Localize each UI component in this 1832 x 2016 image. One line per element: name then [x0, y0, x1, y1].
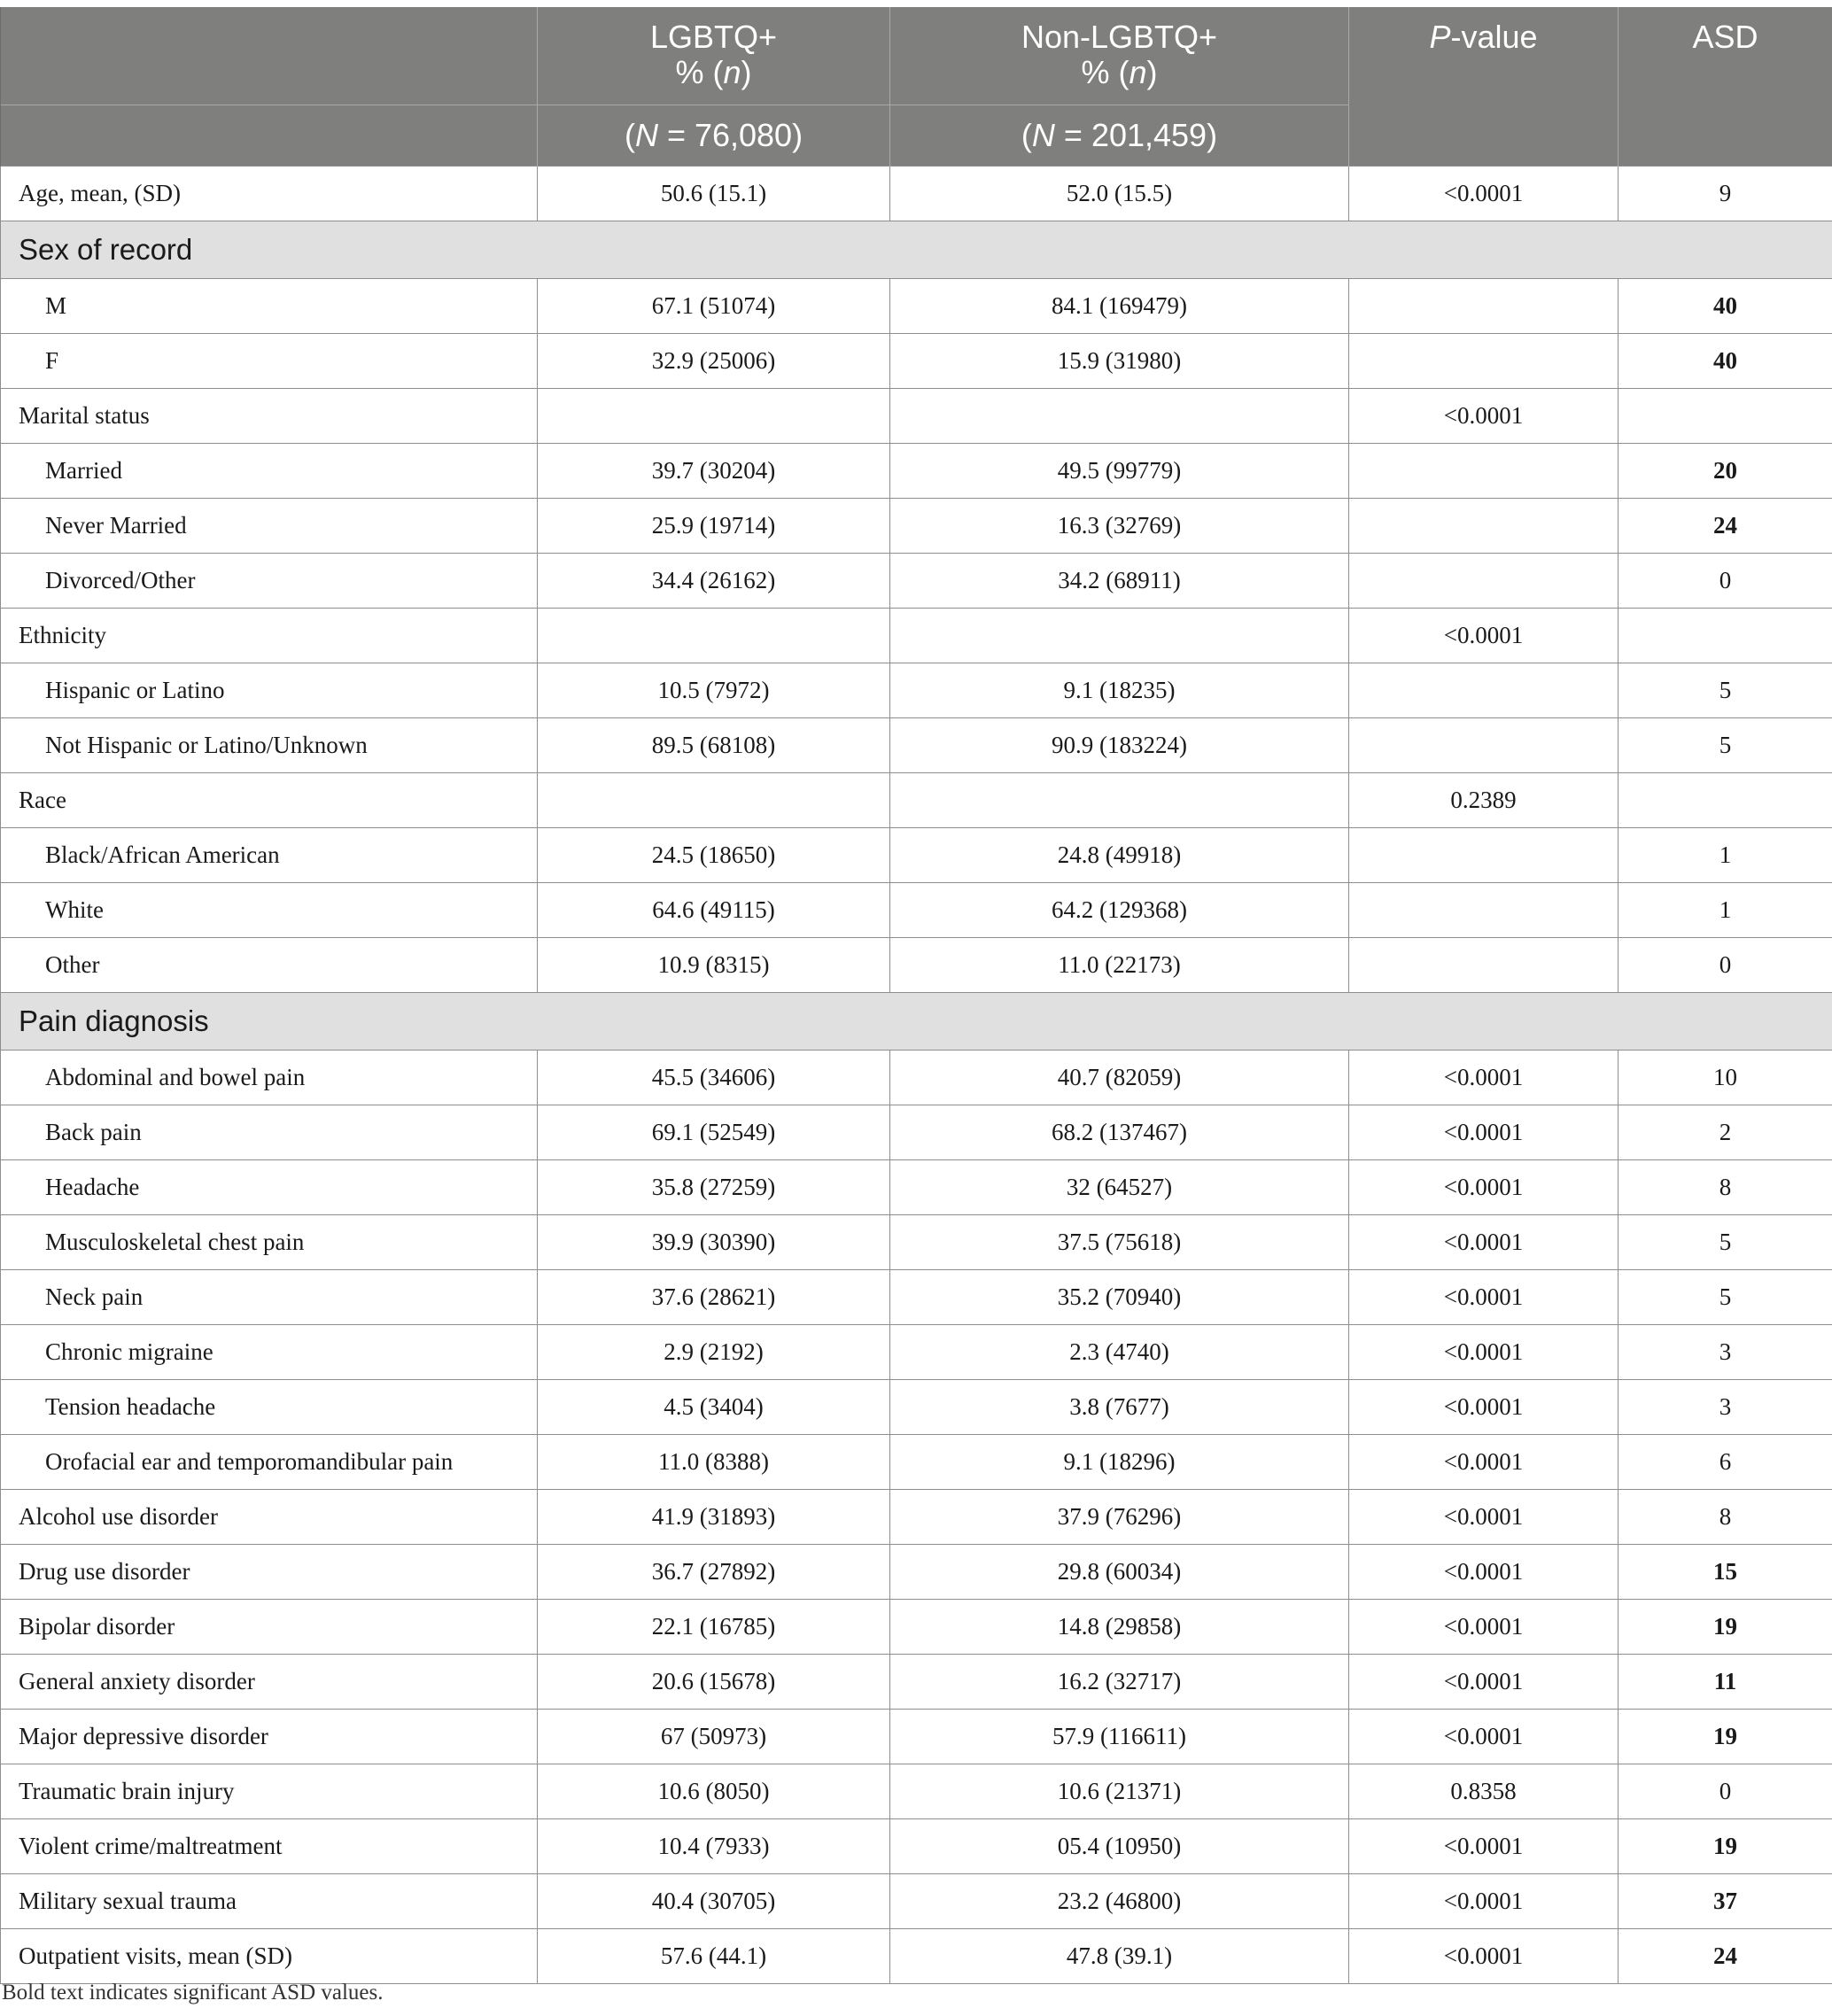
non-lgbtq-cell: 84.1 (169479) — [890, 278, 1349, 333]
non-lgbtq-cell: 11.0 (22173) — [890, 937, 1349, 992]
row-label: Abdominal and bowel pain — [1, 1050, 538, 1105]
table-row — [1, 1214, 1832, 1269]
non-lgbtq-cell: 37.5 (75618) — [890, 1214, 1349, 1269]
asd-cell: 0 — [1619, 1764, 1832, 1818]
table-container — [0, 7, 1832, 1984]
asd-cell: 11 — [1619, 1654, 1832, 1709]
row-label: Headache — [1, 1159, 538, 1214]
row-label: Divorced/Other — [1, 553, 538, 608]
p-value-cell: 0.2389 — [1349, 772, 1619, 827]
row-label: Tension headache — [1, 1379, 538, 1434]
asd-cell: 37 — [1619, 1873, 1832, 1928]
row-label: Traumatic brain injury — [1, 1764, 538, 1818]
row-label: Chronic migraine — [1, 1324, 538, 1379]
lgbtq-cell: 67 (50973) — [538, 1709, 890, 1764]
header-lgbtq-n: (N = 76,080) — [538, 105, 890, 166]
non-lgbtq-cell: 3.8 (7677) — [890, 1379, 1349, 1434]
p-value-cell — [1349, 443, 1619, 498]
lgbtq-cell: 25.9 (19714) — [538, 498, 890, 553]
row-label: Marital status — [1, 388, 538, 443]
p-value-cell — [1349, 553, 1619, 608]
asd-cell — [1619, 772, 1832, 827]
asd-cell: 24 — [1619, 1928, 1832, 1983]
table-row — [1, 608, 1832, 663]
asd-cell: 6 — [1619, 1434, 1832, 1489]
header-non-lgbtq-n: (N = 201,459) — [890, 105, 1349, 166]
lgbtq-cell: 10.5 (7972) — [538, 663, 890, 717]
header-p-value: P-value — [1349, 7, 1619, 166]
asd-cell: 1 — [1619, 827, 1832, 882]
table-header — [1, 7, 1832, 166]
row-label: General anxiety disorder — [1, 1654, 538, 1709]
non-lgbtq-cell: 23.2 (46800) — [890, 1873, 1349, 1928]
asd-cell: 8 — [1619, 1159, 1832, 1214]
p-value-cell: <0.0001 — [1349, 1269, 1619, 1324]
p-value-cell: <0.0001 — [1349, 1214, 1619, 1269]
asd-cell: 8 — [1619, 1489, 1832, 1544]
non-lgbtq-cell: 14.8 (29858) — [890, 1599, 1349, 1654]
asd-cell: 19 — [1619, 1599, 1832, 1654]
header-lgbtq-title: LGBTQ+ — [649, 19, 778, 55]
p-value-cell: <0.0001 — [1349, 388, 1619, 443]
lgbtq-cell: 37.6 (28621) — [538, 1269, 890, 1324]
asd-cell — [1619, 608, 1832, 663]
table-row — [1, 663, 1832, 717]
non-lgbtq-cell — [890, 608, 1349, 663]
table-row — [1, 1324, 1832, 1379]
lgbtq-cell: 39.9 (30390) — [538, 1214, 890, 1269]
table-row — [1, 1928, 1832, 1983]
non-lgbtq-cell: 05.4 (10950) — [890, 1818, 1349, 1873]
demographics-table — [0, 7, 1832, 1984]
non-lgbtq-cell: 29.8 (60034) — [890, 1544, 1349, 1599]
row-label: F — [1, 333, 538, 388]
p-value-cell: <0.0001 — [1349, 1928, 1619, 1983]
non-lgbtq-cell: 24.8 (49918) — [890, 827, 1349, 882]
lgbtq-cell: 64.6 (49115) — [538, 882, 890, 937]
non-lgbtq-cell: 9.1 (18296) — [890, 1434, 1349, 1489]
p-value-cell — [1349, 937, 1619, 992]
row-label: Ethnicity — [1, 608, 538, 663]
non-lgbtq-cell: 16.3 (32769) — [890, 498, 1349, 553]
p-value-cell: <0.0001 — [1349, 1489, 1619, 1544]
p-value-cell — [1349, 663, 1619, 717]
asd-cell: 0 — [1619, 553, 1832, 608]
table-row — [1, 498, 1832, 553]
non-lgbtq-cell: 9.1 (18235) — [890, 663, 1349, 717]
p-value-cell: 0.8358 — [1349, 1764, 1619, 1818]
lgbtq-cell: 39.7 (30204) — [538, 443, 890, 498]
section-row — [1, 992, 1832, 1050]
non-lgbtq-cell: 68.2 (137467) — [890, 1105, 1349, 1159]
asd-cell: 3 — [1619, 1379, 1832, 1434]
p-value-cell: <0.0001 — [1349, 1379, 1619, 1434]
non-lgbtq-cell: 49.5 (99779) — [890, 443, 1349, 498]
asd-cell: 40 — [1619, 278, 1832, 333]
non-lgbtq-cell: 32 (64527) — [890, 1159, 1349, 1214]
lgbtq-cell: 36.7 (27892) — [538, 1544, 890, 1599]
lgbtq-cell: 2.9 (2192) — [538, 1324, 890, 1379]
table-row — [1, 1544, 1832, 1599]
p-value-cell: <0.0001 — [1349, 608, 1619, 663]
lgbtq-cell: 40.4 (30705) — [538, 1873, 890, 1928]
lgbtq-cell: 11.0 (8388) — [538, 1434, 890, 1489]
row-label: Never Married — [1, 498, 538, 553]
non-lgbtq-cell: 35.2 (70940) — [890, 1269, 1349, 1324]
non-lgbtq-cell: 10.6 (21371) — [890, 1764, 1349, 1818]
p-value-cell — [1349, 827, 1619, 882]
table-row — [1, 388, 1832, 443]
section-heading: Sex of record — [1, 221, 1832, 278]
p-value-cell: <0.0001 — [1349, 1599, 1619, 1654]
non-lgbtq-cell — [890, 388, 1349, 443]
section-heading: Pain diagnosis — [1, 992, 1832, 1050]
table-row — [1, 1709, 1832, 1764]
row-label: Black/African American — [1, 827, 538, 882]
row-label: Orofacial ear and temporomandibular pain — [1, 1434, 538, 1489]
row-label: Major depressive disorder — [1, 1709, 538, 1764]
table-row — [1, 333, 1832, 388]
row-label: M — [1, 278, 538, 333]
asd-cell: 24 — [1619, 498, 1832, 553]
asd-cell: 5 — [1619, 663, 1832, 717]
table-row — [1, 1818, 1832, 1873]
non-lgbtq-cell: 64.2 (129368) — [890, 882, 1349, 937]
row-label: Alcohol use disorder — [1, 1489, 538, 1544]
table-row — [1, 1159, 1832, 1214]
row-label: Hispanic or Latino — [1, 663, 538, 717]
lgbtq-cell: 50.6 (15.1) — [538, 166, 890, 221]
table-footnote: Bold text indicates significant ASD values. — [2, 1981, 384, 2004]
table-row — [1, 166, 1832, 221]
header-lgbtq-unit: % (n) — [675, 54, 752, 90]
non-lgbtq-cell: 47.8 (39.1) — [890, 1928, 1349, 1983]
asd-cell: 10 — [1619, 1050, 1832, 1105]
table-row — [1, 1434, 1832, 1489]
lgbtq-cell: 32.9 (25006) — [538, 333, 890, 388]
non-lgbtq-cell: 40.7 (82059) — [890, 1050, 1349, 1105]
table-row — [1, 553, 1832, 608]
table-row — [1, 882, 1832, 937]
table-row — [1, 1599, 1832, 1654]
header-non-lgbtq-unit: % (n) — [1081, 54, 1158, 90]
asd-cell: 19 — [1619, 1818, 1832, 1873]
p-value-cell — [1349, 278, 1619, 333]
header-lgbtq — [538, 7, 890, 105]
row-label: Not Hispanic or Latino/Unknown — [1, 717, 538, 772]
asd-cell: 5 — [1619, 717, 1832, 772]
table-row — [1, 1654, 1832, 1709]
table-row — [1, 1489, 1832, 1544]
p-value-cell: <0.0001 — [1349, 1873, 1619, 1928]
non-lgbtq-cell: 34.2 (68911) — [890, 553, 1349, 608]
row-label: Military sexual trauma — [1, 1873, 538, 1928]
p-value-cell: <0.0001 — [1349, 166, 1619, 221]
non-lgbtq-cell: 2.3 (4740) — [890, 1324, 1349, 1379]
row-label: Race — [1, 772, 538, 827]
table-row — [1, 1050, 1832, 1105]
p-value-cell: <0.0001 — [1349, 1709, 1619, 1764]
lgbtq-cell: 22.1 (16785) — [538, 1599, 890, 1654]
non-lgbtq-cell: 37.9 (76296) — [890, 1489, 1349, 1544]
p-value-cell — [1349, 717, 1619, 772]
p-value-cell: <0.0001 — [1349, 1818, 1619, 1873]
non-lgbtq-cell: 57.9 (116611) — [890, 1709, 1349, 1764]
non-lgbtq-cell: 15.9 (31980) — [890, 333, 1349, 388]
lgbtq-cell: 10.6 (8050) — [538, 1764, 890, 1818]
table-row — [1, 1764, 1832, 1818]
header-asd: ASD — [1619, 7, 1832, 166]
p-value-cell: <0.0001 — [1349, 1105, 1619, 1159]
asd-cell: 0 — [1619, 937, 1832, 992]
p-value-cell: <0.0001 — [1349, 1050, 1619, 1105]
row-label: White — [1, 882, 538, 937]
lgbtq-cell: 89.5 (68108) — [538, 717, 890, 772]
row-label: Married — [1, 443, 538, 498]
non-lgbtq-cell: 16.2 (32717) — [890, 1654, 1349, 1709]
p-value-cell: <0.0001 — [1349, 1654, 1619, 1709]
row-label: Violent crime/maltreatment — [1, 1818, 538, 1873]
lgbtq-cell: 57.6 (44.1) — [538, 1928, 890, 1983]
lgbtq-cell: 67.1 (51074) — [538, 278, 890, 333]
asd-cell: 5 — [1619, 1269, 1832, 1324]
row-label: Age, mean, (SD) — [1, 166, 538, 221]
p-value-cell: <0.0001 — [1349, 1324, 1619, 1379]
asd-cell: 40 — [1619, 333, 1832, 388]
header-label-column — [1, 7, 538, 105]
table-row — [1, 443, 1832, 498]
lgbtq-cell — [538, 388, 890, 443]
non-lgbtq-cell: 52.0 (15.5) — [890, 166, 1349, 221]
table-row — [1, 937, 1832, 992]
p-value-cell: <0.0001 — [1349, 1544, 1619, 1599]
p-value-cell — [1349, 882, 1619, 937]
table-row — [1, 1379, 1832, 1434]
asd-cell: 19 — [1619, 1709, 1832, 1764]
row-label: Neck pain — [1, 1269, 538, 1324]
header-non-lgbtq — [890, 7, 1349, 105]
lgbtq-cell — [538, 608, 890, 663]
table-row — [1, 1105, 1832, 1159]
lgbtq-cell: 24.5 (18650) — [538, 827, 890, 882]
lgbtq-cell — [538, 772, 890, 827]
lgbtq-cell: 45.5 (34606) — [538, 1050, 890, 1105]
section-row — [1, 221, 1832, 278]
table-row — [1, 278, 1832, 333]
p-value-cell: <0.0001 — [1349, 1434, 1619, 1489]
lgbtq-cell: 34.4 (26162) — [538, 553, 890, 608]
row-label: Outpatient visits, mean (SD) — [1, 1928, 538, 1983]
lgbtq-cell: 69.1 (52549) — [538, 1105, 890, 1159]
table-row — [1, 1269, 1832, 1324]
asd-cell: 20 — [1619, 443, 1832, 498]
row-label: Drug use disorder — [1, 1544, 538, 1599]
table-row — [1, 717, 1832, 772]
lgbtq-cell: 10.4 (7933) — [538, 1818, 890, 1873]
row-label: Musculoskeletal chest pain — [1, 1214, 538, 1269]
row-label: Back pain — [1, 1105, 538, 1159]
asd-cell: 15 — [1619, 1544, 1832, 1599]
p-value-cell: <0.0001 — [1349, 1159, 1619, 1214]
asd-cell: 1 — [1619, 882, 1832, 937]
asd-cell: 9 — [1619, 166, 1832, 221]
lgbtq-cell: 10.9 (8315) — [538, 937, 890, 992]
table-row — [1, 827, 1832, 882]
row-label: Bipolar disorder — [1, 1599, 538, 1654]
table-body — [1, 166, 1832, 1983]
asd-cell — [1619, 388, 1832, 443]
lgbtq-cell: 35.8 (27259) — [538, 1159, 890, 1214]
non-lgbtq-cell — [890, 772, 1349, 827]
row-label: Other — [1, 937, 538, 992]
lgbtq-cell: 4.5 (3404) — [538, 1379, 890, 1434]
non-lgbtq-cell: 90.9 (183224) — [890, 717, 1349, 772]
header-empty-cell — [1, 105, 538, 166]
asd-cell: 5 — [1619, 1214, 1832, 1269]
header-non-lgbtq-title: Non-LGBTQ+ — [1021, 19, 1218, 55]
lgbtq-cell: 41.9 (31893) — [538, 1489, 890, 1544]
p-value-cell — [1349, 333, 1619, 388]
asd-cell: 3 — [1619, 1324, 1832, 1379]
asd-cell: 2 — [1619, 1105, 1832, 1159]
lgbtq-cell: 20.6 (15678) — [538, 1654, 890, 1709]
p-value-cell — [1349, 498, 1619, 553]
table-row — [1, 772, 1832, 827]
table-row — [1, 1873, 1832, 1928]
